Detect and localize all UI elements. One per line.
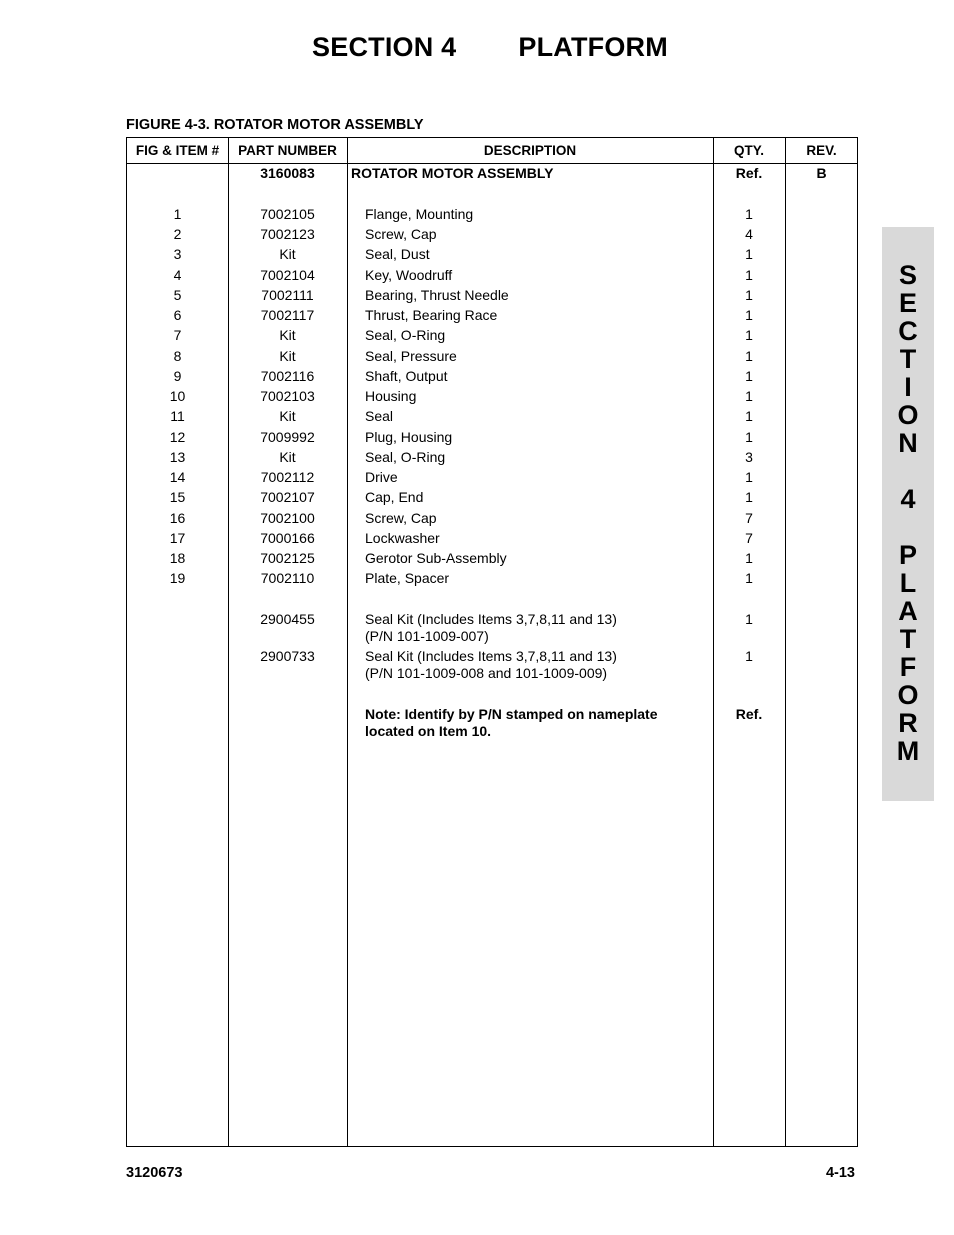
part-number: 2900733 (260, 648, 315, 664)
part-description: Lockwasher (365, 530, 440, 546)
item-number: 19 (169, 570, 186, 586)
part-description: Seal, Dust (365, 246, 430, 262)
part-description: Seal, O-Ring (365, 327, 446, 343)
column-header-part-number: PART NUMBER (238, 143, 337, 158)
side-tab-letter: T (899, 344, 917, 374)
side-tab-letter: F (899, 652, 917, 682)
quantity: 7 (745, 510, 753, 526)
parts-table (126, 137, 858, 1147)
quantity: 1 (745, 489, 753, 505)
item-number: 6 (173, 307, 182, 323)
part-description: Flange, Mounting (365, 206, 474, 222)
column-header-rev: REV. (806, 143, 837, 158)
item-number: 12 (169, 429, 186, 445)
quantity: Ref. (735, 706, 763, 722)
item-number: 5 (173, 287, 182, 303)
part-description: Seal, Pressure (365, 348, 457, 364)
part-description: ROTATOR MOTOR ASSEMBLY (351, 165, 554, 181)
part-description: Gerotor Sub-Assembly (365, 550, 507, 566)
quantity: 4 (745, 226, 753, 242)
section-name: PLATFORM (518, 32, 668, 62)
side-tab-letter: P (898, 540, 917, 570)
quantity: 1 (745, 368, 753, 384)
item-number: 8 (173, 348, 182, 364)
item-number: 10 (169, 388, 186, 404)
side-tab-letter: R (898, 708, 918, 738)
item-number: 2 (173, 226, 182, 242)
item-number: 11 (170, 408, 185, 424)
side-tab-letter: O (897, 400, 919, 430)
part-number: 7002107 (260, 489, 315, 505)
item-number: 9 (173, 368, 182, 384)
side-tab-letter: M (896, 736, 920, 766)
part-number: 2900455 (260, 611, 315, 627)
part-description: Note: Identify by P/N stamped on nameplate (365, 706, 658, 722)
part-description: Bearing, Thrust Needle (365, 287, 509, 303)
section-label: SECTION 4 (312, 32, 457, 62)
quantity: 1 (745, 246, 753, 262)
part-description: Cap, End (365, 489, 424, 505)
part-number: 7002105 (260, 206, 315, 222)
part-description: Screw, Cap (365, 510, 437, 526)
part-number: 7002103 (260, 388, 315, 404)
revision: B (816, 165, 827, 181)
part-description: (P/N 101-1009-007) (365, 628, 489, 644)
part-number: 7002104 (260, 267, 315, 283)
item-number: 1 (173, 206, 182, 222)
side-tab-letter: T (899, 624, 917, 654)
side-tab-letter: I (904, 372, 912, 402)
part-number: 7002111 (261, 287, 314, 303)
part-number: Kit (279, 348, 296, 364)
quantity: 1 (745, 267, 753, 283)
item-number: 17 (169, 530, 186, 546)
item-number: 18 (169, 550, 186, 566)
part-description: (P/N 101-1009-008 and 101-1009-009) (365, 665, 608, 681)
part-number: Kit (279, 246, 296, 262)
part-number: 7002110 (260, 570, 315, 586)
quantity: Ref. (735, 165, 763, 181)
part-description: Shaft, Output (365, 368, 448, 384)
side-tab-letter: L (899, 568, 917, 598)
part-description: Plug, Housing (365, 429, 453, 445)
quantity: 1 (745, 408, 753, 424)
item-number: 3 (173, 246, 182, 262)
part-number: 7002117 (260, 307, 315, 323)
side-tab-letter: O (897, 680, 919, 710)
side-tab-letter: 4 (900, 484, 916, 514)
column-header-item: FIG & ITEM # (135, 143, 220, 158)
part-description: Seal, O-Ring (365, 449, 446, 465)
side-tab-letter: N (898, 428, 918, 458)
part-description: Seal (365, 408, 394, 424)
part-description: Seal Kit (Includes Items 3,7,8,11 and 13) (365, 648, 617, 664)
quantity: 7 (745, 530, 753, 546)
part-description: located on Item 10. (365, 723, 492, 739)
quantity: 1 (745, 611, 753, 627)
part-number: 7002100 (260, 510, 315, 526)
part-number: Kit (279, 449, 296, 465)
part-description: Plate, Spacer (365, 570, 450, 586)
part-description: Housing (365, 388, 417, 404)
quantity: 1 (745, 348, 753, 364)
item-number: 7 (173, 327, 182, 343)
column-header-qty: QTY. (733, 143, 764, 158)
part-number: 7002125 (260, 550, 315, 566)
quantity: 1 (745, 550, 753, 566)
figure-title: FIGURE 4-3. ROTATOR MOTOR ASSEMBLY (126, 117, 424, 133)
side-tab-letter: S (898, 260, 917, 290)
quantity: 1 (745, 429, 753, 445)
part-number: 7009992 (260, 429, 315, 445)
side-tab-letter: E (898, 288, 917, 318)
part-description: Seal Kit (Includes Items 3,7,8,11 and 13) (365, 611, 617, 627)
quantity: 1 (745, 469, 753, 485)
part-number: Kit (279, 408, 296, 424)
item-number: 13 (169, 449, 186, 465)
side-tab-letter: C (898, 316, 918, 346)
part-description: Key, Woodruff (365, 267, 453, 283)
page-title (0, 32, 954, 63)
column-divider (347, 138, 348, 1146)
quantity: 1 (745, 206, 753, 222)
part-description: Screw, Cap (365, 226, 437, 242)
quantity: 3 (745, 449, 753, 465)
quantity: 1 (745, 570, 753, 586)
item-number: 16 (169, 510, 186, 526)
part-number: Kit (279, 327, 296, 343)
part-description: Drive (365, 469, 398, 485)
part-number: 7002123 (260, 226, 315, 242)
part-number: 3160083 (260, 165, 315, 181)
item-number: 15 (169, 489, 186, 505)
document-number: 3120673 (126, 1165, 183, 1181)
part-number: 7002116 (260, 368, 315, 384)
column-divider (785, 138, 786, 1146)
part-description: Thrust, Bearing Race (365, 307, 498, 323)
section-side-tab (882, 227, 934, 801)
column-header-description: DESCRIPTION (483, 143, 577, 158)
quantity: 1 (745, 388, 753, 404)
header-divider (127, 163, 857, 164)
quantity: 1 (745, 648, 753, 664)
page-number: 4-13 (825, 1165, 855, 1181)
quantity: 1 (745, 327, 753, 343)
quantity: 1 (745, 307, 753, 323)
item-number: 14 (169, 469, 186, 485)
part-number: 7000166 (260, 530, 315, 546)
side-tab-letter: A (898, 596, 918, 626)
quantity: 1 (745, 287, 753, 303)
part-number: 7002112 (260, 469, 315, 485)
item-number: 4 (173, 267, 182, 283)
